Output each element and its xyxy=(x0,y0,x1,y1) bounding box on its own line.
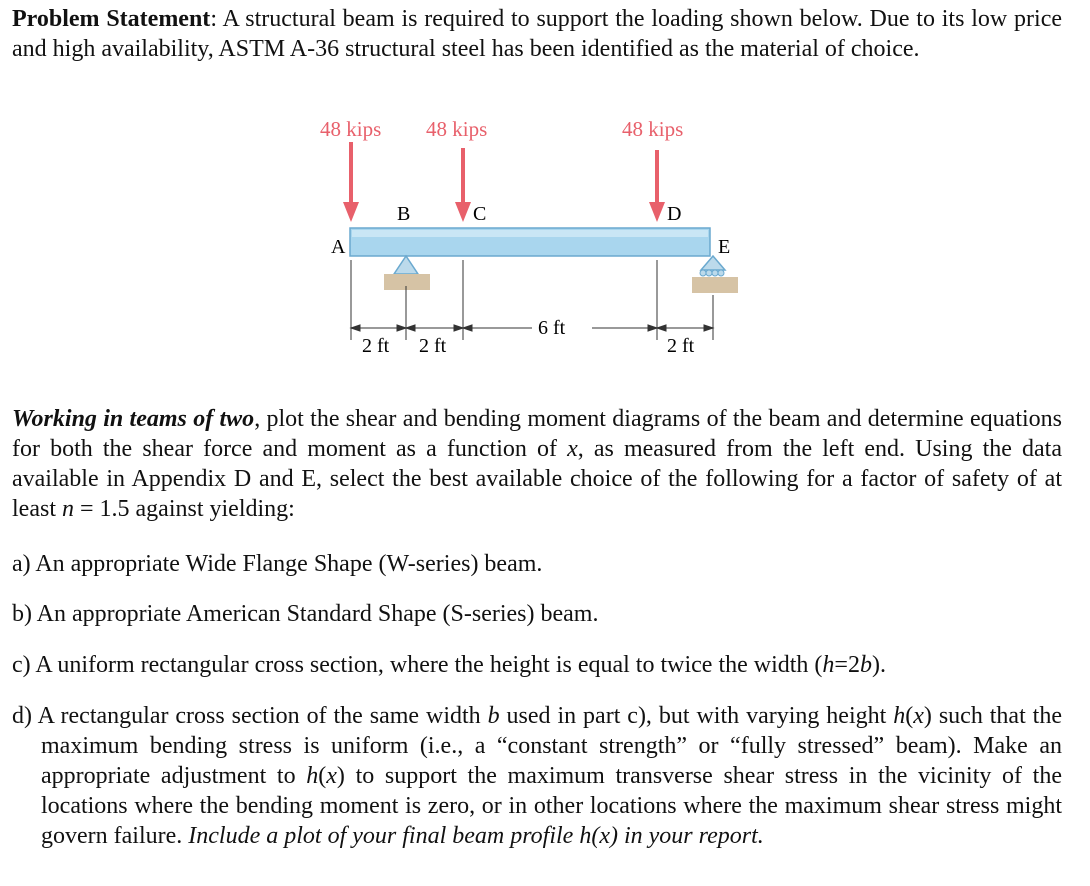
problem-colon: : xyxy=(210,6,217,32)
item-a: a) An appropriate Wide Flange Shape (W-series) beam. xyxy=(12,551,543,577)
load-label-1: 48 kips xyxy=(320,117,382,141)
item-d-p2: ( xyxy=(318,763,327,789)
beam-diagram xyxy=(300,110,760,380)
item-d-h2: h xyxy=(306,763,319,789)
item-c-h: h xyxy=(822,652,835,678)
beam-figure xyxy=(300,110,760,380)
load-arrow-b xyxy=(343,142,359,222)
item-d-p1: ( xyxy=(905,703,914,729)
item-b: b) An appropriate American Standard Shape (S-series) beam. xyxy=(12,601,599,627)
item-d-p1c: ) xyxy=(923,703,932,729)
working-paragraph xyxy=(12,404,1062,524)
item-d-h1: h xyxy=(893,703,906,729)
load-label-3: 48 kips xyxy=(622,117,684,141)
item-d-rest1: such that the maximum bending stress is uniform (i.e., a “constant strength” or “fully stressed” beam). Make an appropriate adjustment to xyxy=(41,703,1062,789)
working-text2: , as measured from the left end. Using the data available in Appendix D and E, select the best available choice of the following for a factor of safety of at least xyxy=(12,436,1063,522)
dimension-line xyxy=(351,325,713,331)
working-text3: = 1.5 against yielding: xyxy=(73,496,295,522)
item-c-post: ). xyxy=(871,652,886,678)
load-label-2: 48 kips xyxy=(426,117,488,141)
item-d-p2c: ) xyxy=(336,763,345,789)
dim-label-4: 2 ft xyxy=(667,335,695,357)
problem-text: A structural beam is required to support the loading shown below. Due to its low price and high availability, ASTM A-36 structural steel has been identified as the material of choice. xyxy=(12,6,1062,62)
load-arrow-c xyxy=(455,148,471,222)
item-d-pre: d) A rectangular cross section of the same width xyxy=(12,703,488,729)
item-d-rest2: to support the maximum transverse shear stress in the vicinity of the locations where the bending moment is zero, or in other locations where the maximum shear stress might govern failure. xyxy=(41,763,1063,849)
point-label-b: B xyxy=(397,203,411,225)
item-c-eq: =2 xyxy=(834,652,860,678)
pin-support xyxy=(384,256,430,290)
working-n: n xyxy=(61,496,74,522)
item-c-pre: c) A uniform rectangular cross section, where the height is equal to twice the width ( xyxy=(12,652,823,678)
item-d-b: b xyxy=(487,703,500,729)
dim-label-1: 2 ft xyxy=(362,335,390,357)
item-d-italic: Include a plot of your final beam profile h(x) in your report. xyxy=(188,823,764,849)
point-label-a: A xyxy=(331,236,346,258)
roller-support xyxy=(692,256,738,293)
item-c-b: b xyxy=(859,652,872,678)
dim-label-3: 6 ft xyxy=(538,317,566,339)
working-x: x xyxy=(567,436,578,462)
point-label-e: E xyxy=(718,236,731,258)
item-d-x2: x xyxy=(326,763,337,789)
dim-label-2: 2 ft xyxy=(419,335,447,357)
point-label-c: C xyxy=(473,203,487,225)
working-lead: Working in teams of two xyxy=(12,406,255,432)
load-arrow-d xyxy=(649,150,665,222)
problem-heading: Problem Statement xyxy=(12,6,211,32)
working-text: , plot the shear and bending moment diagrams of the beam and determine equations for both the shear force and moment as a function of xyxy=(12,406,1063,462)
item-c xyxy=(12,650,1062,680)
beam-highlight xyxy=(352,230,708,237)
problem-statement xyxy=(12,4,1062,64)
item-d xyxy=(12,701,1062,851)
item-d-x1: x xyxy=(913,703,924,729)
item-d-mid: used in part c), but with varying height xyxy=(499,703,894,729)
point-label-d: D xyxy=(667,203,682,225)
